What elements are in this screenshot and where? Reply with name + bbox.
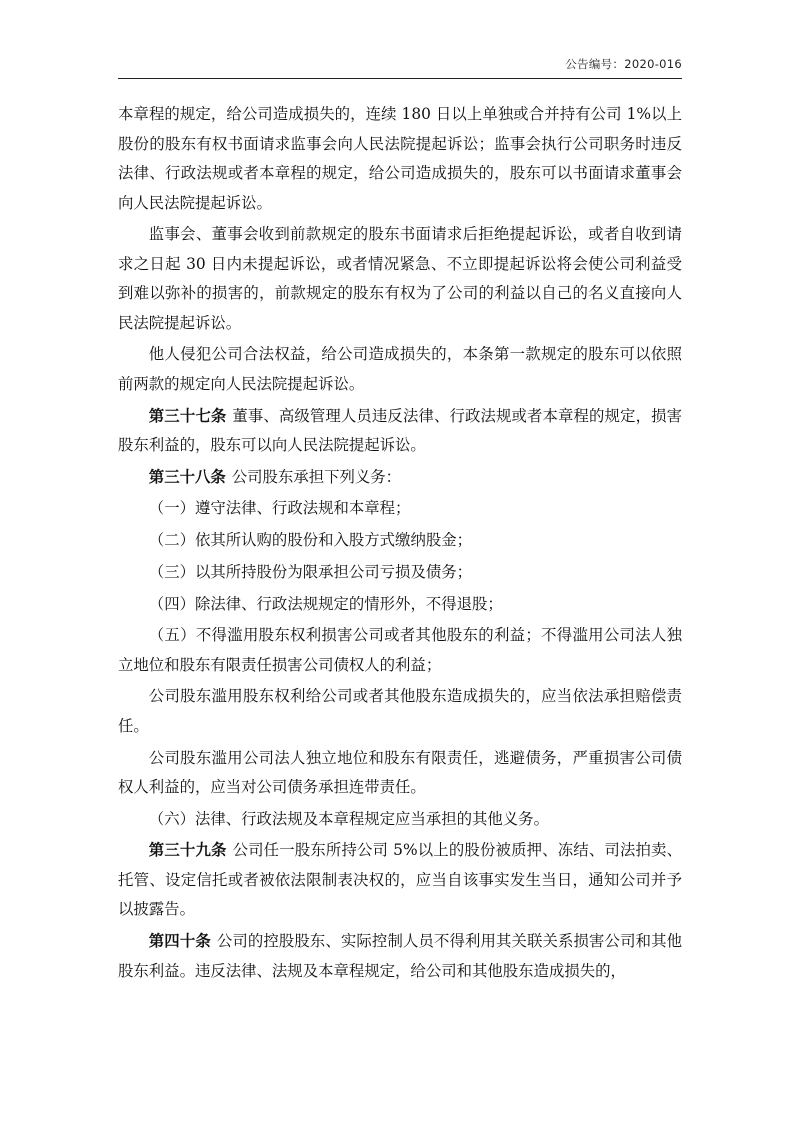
article-text: 公司的控股股东、实际控制人员不得利用其关联关系损害公司和其他股东利益。违反法律、法规及本章程规定，给公司和其他股东造成损失的， (118, 932, 682, 980)
article-text: 公司股东承担下列义务： (231, 467, 402, 486)
obligation-6 (118, 805, 682, 835)
notice-number: 公告编号：2020-016 (565, 57, 682, 71)
article-heading: 第四十条 (148, 932, 211, 951)
paragraph-1 (118, 100, 682, 218)
obligation-4 (118, 590, 682, 620)
list-item-text: （二）依其所认购的股份和入股方式缴纳股金； (148, 531, 473, 550)
obligation-1 (118, 494, 682, 524)
article-heading: 第三十九条 (148, 841, 227, 860)
paragraph-text: 他人侵犯公司合法权益，给公司造成损失的，本条第一款规定的股东可以依照前两款的规定向人民法院提起诉讼。 (118, 345, 682, 393)
article-38 (118, 463, 682, 493)
article-text: 董事、高级管理人员违反法律、行政法规或者本章程的规定，损害股东利益的，股东可以向人民法院提起诉讼。 (118, 406, 682, 455)
article-39 (118, 836, 682, 925)
paragraph-text: 公司股东滥用股东权利给公司或者其他股东造成损失的，应当依法承担赔偿责任。 (118, 687, 682, 735)
page-header (118, 54, 682, 79)
paragraph-2 (118, 220, 682, 338)
paragraph-text: 监事会、董事会收到前款规定的股东书面请求后拒绝提起诉讼，或者自收到请求之日起 30 日内未提起诉讼，或者情况紧急、不立即提起诉讼将会使公司利益受到难以弥补的损害的，前款规定的股东有权为了公司的利益以自己的名义直接向人民法院提起诉讼。 (118, 225, 682, 332)
obligation-3 (118, 558, 682, 588)
list-item-text: （一）遵守法律、行政法规和本章程； (148, 499, 411, 518)
paragraph-3 (118, 340, 682, 399)
article-text: 公司任一股东所持公司 5%以上的股份被质押、冻结、司法拍卖、托管、设定信托或者被依法限制表决权的，应当自该事实发生当日，通知公司并予以披露告。 (118, 841, 682, 919)
article-heading: 第三十八条 (148, 467, 226, 486)
paragraph-text: 本章程的规定，给公司造成损失的，连续 180 日以上单独或合并持有公司 1%以上股份的股东有权书面请求监事会向人民法院提起诉讼；监事会执行公司职务时违反法律、行政法规或者本章程的规定，给公司造成损失的，股东可以书面请求董事会向人民法院提起诉讼。 (118, 105, 682, 212)
paragraph-liability (118, 682, 682, 741)
list-item-text: （四）除法律、行政法规规定的情形外，不得退股； (148, 594, 503, 613)
document-body (118, 100, 682, 988)
paragraph-joint-liability (118, 744, 682, 803)
obligation-5 (118, 621, 682, 680)
article-40 (118, 927, 682, 986)
list-item-text: （三）以其所持股份为限承担公司亏损及债务； (148, 562, 473, 581)
list-item-text: （六）法律、行政法规及本章程规定应当承担的其他义务。 (148, 809, 549, 828)
article-heading: 第三十七条 (148, 406, 227, 425)
list-item-text: （五）不得滥用股东权利损害公司或者其他股东的利益；不得滥用公司法人独立地位和股东有限责任损害公司债权人的利益； (118, 626, 682, 674)
article-37 (118, 402, 682, 461)
paragraph-text: 公司股东滥用公司法人独立地位和股东有限责任，逃避债务，严重损害公司债权人利益的，应当对公司债务承担连带责任。 (118, 748, 682, 797)
obligation-2 (118, 526, 682, 556)
